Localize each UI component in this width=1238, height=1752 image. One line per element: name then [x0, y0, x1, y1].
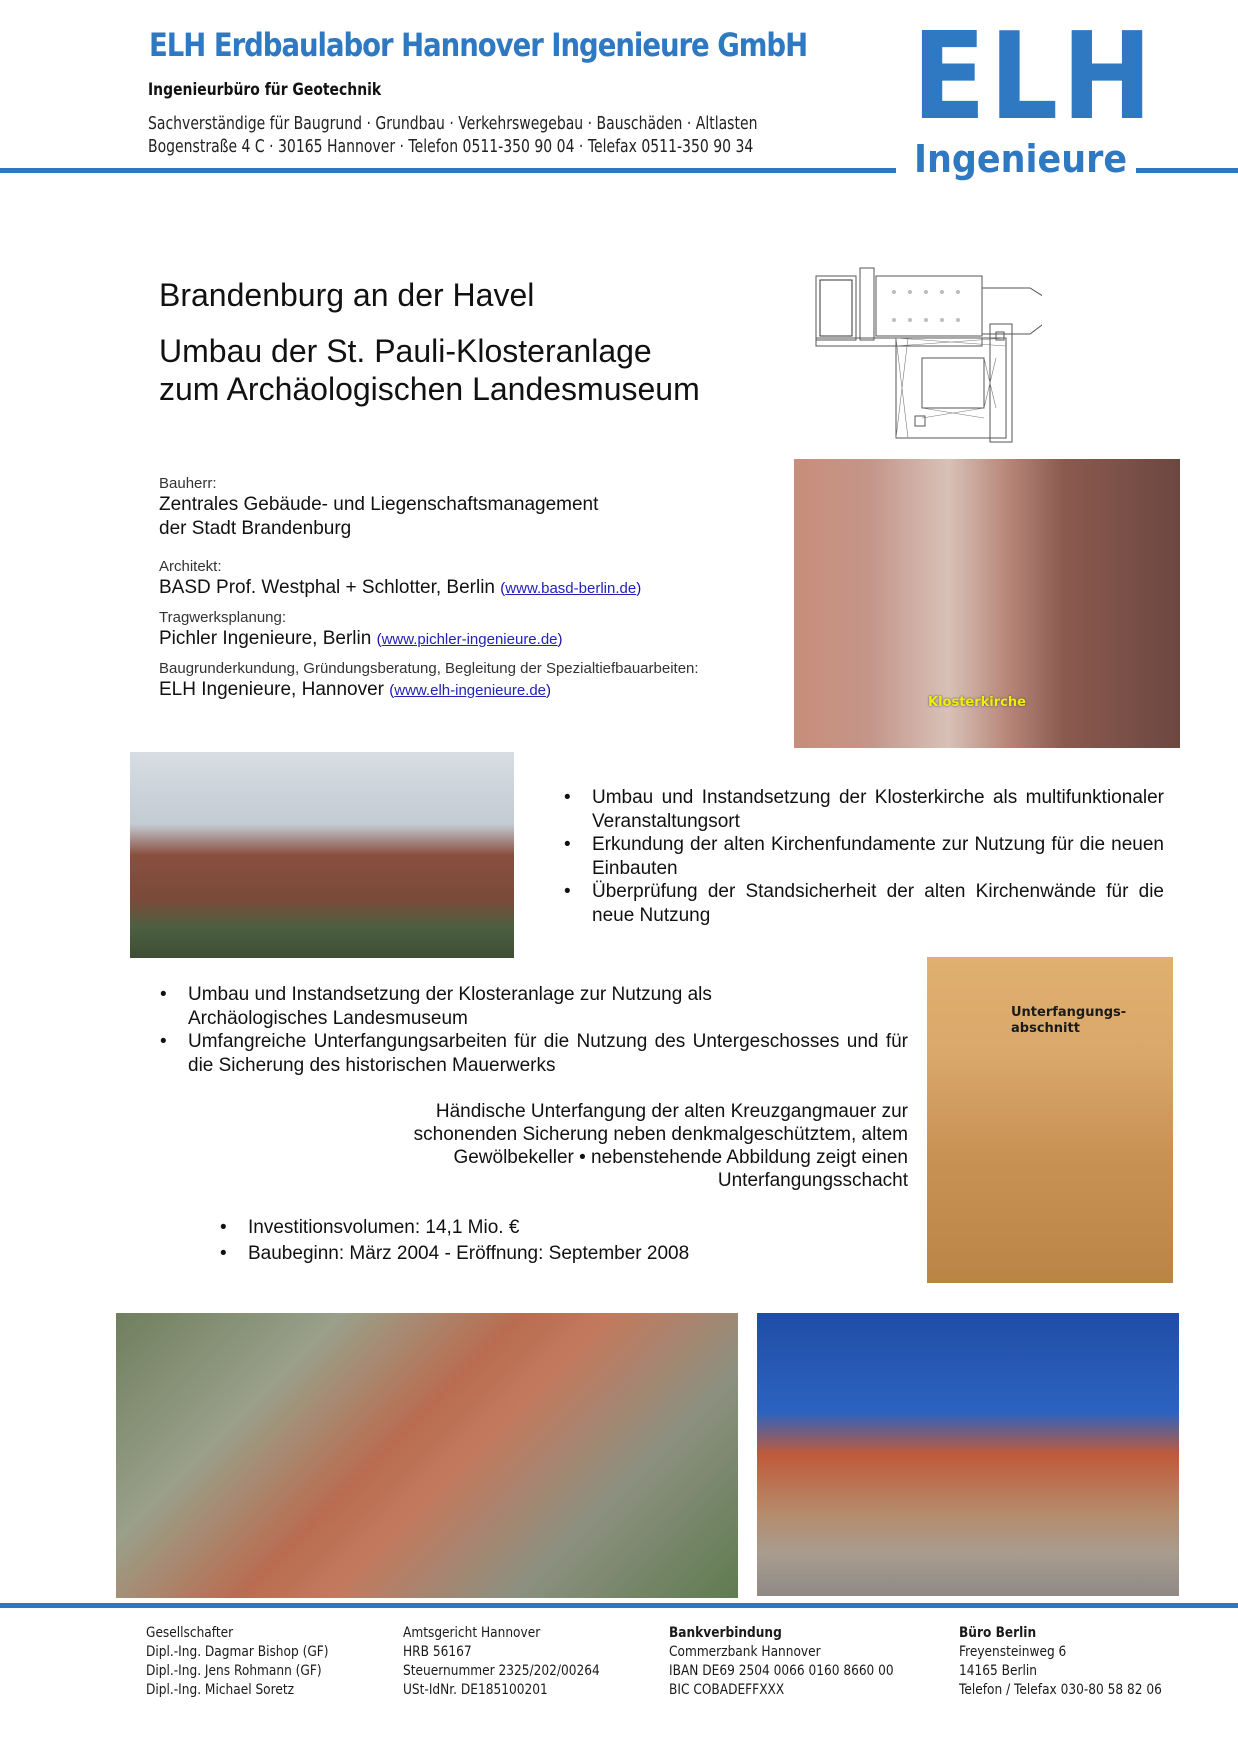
- photo-label-unterfangungsabschnitt: [1011, 1005, 1126, 1037]
- project-credits: [159, 474, 779, 710]
- footer-buero-berlin: [959, 1624, 1162, 1700]
- footer-line: USt-IdNr. DE185100201: [403, 1682, 548, 1698]
- project-location: Brandenburg an der Havel: [159, 277, 535, 313]
- address-line: Bogenstraße 4 C · 30165 Hannover · Telefon 0511-350 90 04 · Telefax 0511-350 90 34: [148, 137, 754, 157]
- header-divider-left: [0, 168, 896, 173]
- credit-architekt: [159, 557, 779, 601]
- company-name: ELH Erdbaulabor Hannover Ingenieure GmbH: [149, 26, 808, 64]
- floorplan-drawing-icon: [810, 258, 1042, 446]
- project-facts-list: [218, 1215, 818, 1267]
- museum-tasks-list: [158, 983, 908, 1077]
- logo-ingenieure: Ingenieure: [914, 137, 1128, 181]
- footer-line: Commerzbank Hannover: [669, 1644, 821, 1660]
- footer-divider: [0, 1603, 1238, 1608]
- caption-line: schonenden Sicherung neben denkmalgeschütztem, altem: [413, 1124, 908, 1145]
- footer-heading: Bankverbindung: [669, 1625, 782, 1641]
- church-tasks-list: [562, 786, 1164, 927]
- footer-line: Steuernummer 2325/202/00264: [403, 1663, 600, 1679]
- credit-label: Architekt:: [159, 558, 222, 575]
- header-divider-right: [1136, 168, 1238, 173]
- architekt-link[interactable]: www.basd-berlin.de: [505, 580, 637, 597]
- credit-value: Pichler Ingenieure, Berlin: [159, 628, 372, 649]
- logo-elh: ELH: [912, 8, 1156, 147]
- footer-register: [403, 1624, 600, 1700]
- photo-label-klosterkirche: Klosterkirche: [928, 695, 1026, 710]
- company-services-address: [148, 113, 757, 159]
- project-title-line1: Umbau der St. Pauli-Klosteranlage: [159, 333, 652, 369]
- footer-line: 14165 Berlin: [959, 1663, 1037, 1679]
- list-item: • Erkundung der alten Kirchenfundamente zur Nutzung für die neuen Einbauten: [562, 833, 1164, 880]
- footer-line: Dipl.-Ing. Jens Rohmann (GF): [146, 1663, 322, 1679]
- unterfangung-caption: [330, 1100, 908, 1192]
- footer-gesellschafter: [146, 1624, 329, 1700]
- credit-value: BASD Prof. Westphal + Schlotter, Berlin: [159, 577, 495, 598]
- credit-label: Baugrunderkundung, Gründungsberatung, Begleitung der Spezialtiefbauarbeiten:: [159, 660, 699, 677]
- photo-aerial-view: [116, 1313, 738, 1598]
- footer-line: Dipl.-Ing. Michael Soretz: [146, 1682, 295, 1698]
- caption-line: Gewölbekeller • nebenstehende Abbildung zeigt einen: [453, 1147, 908, 1168]
- photo-klosterkirche-interior: [794, 459, 1180, 748]
- fact-investment: • Investitionsvolumen: 14,1 Mio. €: [218, 1215, 818, 1241]
- project-title-line2: zum Archäologischen Landesmuseum: [159, 371, 700, 407]
- floorplan-image: [810, 258, 1042, 446]
- footer-line: BIC COBADEFFXXX: [669, 1682, 785, 1698]
- services-line: Sachverständige für Baugrund · Grundbau · Verkehrswegebau · Bauschäden · Altlasten: [148, 114, 758, 134]
- credit-tragwerksplanung: [159, 608, 779, 652]
- credit-label: Tragwerksplanung:: [159, 609, 287, 626]
- footer-heading: Gesellschafter: [146, 1625, 234, 1641]
- list-item: • Umbau und Instandsetzung der Klosteranlage zur Nutzung als Archäologisches Landesmuseum: [158, 983, 748, 1030]
- footer-bank: [669, 1624, 894, 1700]
- caption-line: Händische Unterfangung der alten Kreuzgangmauer zur: [435, 1101, 908, 1122]
- footer-line: HRB 56167: [403, 1644, 472, 1660]
- photo-unterfangungsschacht: [927, 957, 1173, 1283]
- credit-value: ELH Ingenieure, Hannover: [159, 679, 384, 700]
- fact-schedule: • Baubeginn: März 2004 - Eröffnung: September 2008: [218, 1241, 818, 1267]
- label-line: Unterfangungs-: [1011, 1005, 1127, 1020]
- credit-bauherr: [159, 474, 779, 541]
- project-title: [159, 332, 700, 408]
- list-item: • Umbau und Instandsetzung der Klosterkirche als multifunktionaler Veranstaltungsort: [562, 786, 1164, 833]
- footer-heading: Büro Berlin: [959, 1625, 1037, 1641]
- credit-label: Bauherr:: [159, 475, 217, 492]
- label-line: abschnitt: [1011, 1021, 1080, 1036]
- caption-line: Unterfangungsschacht: [717, 1170, 908, 1191]
- list-item: • Überprüfung der Standsicherheit der alten Kirchenwände für die neue Nutzung: [562, 880, 1164, 927]
- elh-link[interactable]: www.elh-ingenieure.de: [394, 682, 547, 699]
- credit-value-row: ELH Ingenieure, Hannover (www.elh-ingenieure.de): [159, 679, 552, 700]
- footer-line: Freyensteinweg 6: [959, 1644, 1067, 1660]
- footer-line: Telefon / Telefax 030-80 58 82 06: [959, 1682, 1162, 1698]
- footer-line: IBAN DE69 2504 0066 0160 8660 00: [669, 1663, 894, 1679]
- footer-line: Dipl.-Ing. Dagmar Bishop (GF): [146, 1644, 329, 1660]
- credit-value-row: Pichler Ingenieure, Berlin (www.pichler-ingenieure.de): [159, 628, 563, 649]
- credit-value: Zentrales Gebäude- und Liegenschaftsmanagement: [159, 494, 599, 515]
- company-tagline: Ingenieurbüro für Geotechnik: [148, 80, 382, 100]
- credit-value-row: BASD Prof. Westphal + Schlotter, Berlin (www.basd-berlin.de): [159, 577, 642, 598]
- footer-heading: Amtsgericht Hannover: [403, 1625, 541, 1641]
- credit-value: der Stadt Brandenburg: [159, 518, 352, 539]
- tragwerksplanung-link[interactable]: www.pichler-ingenieure.de: [381, 631, 558, 648]
- photo-klosterkirche-exterior: [130, 752, 514, 958]
- photo-restored-church: [757, 1313, 1179, 1596]
- credit-baugrund: [159, 659, 779, 703]
- list-item: • Umfangreiche Unterfangungsarbeiten für die Nutzung des Untergeschosses und für die Sicherung des historischen Mauerwerks: [158, 1030, 908, 1077]
